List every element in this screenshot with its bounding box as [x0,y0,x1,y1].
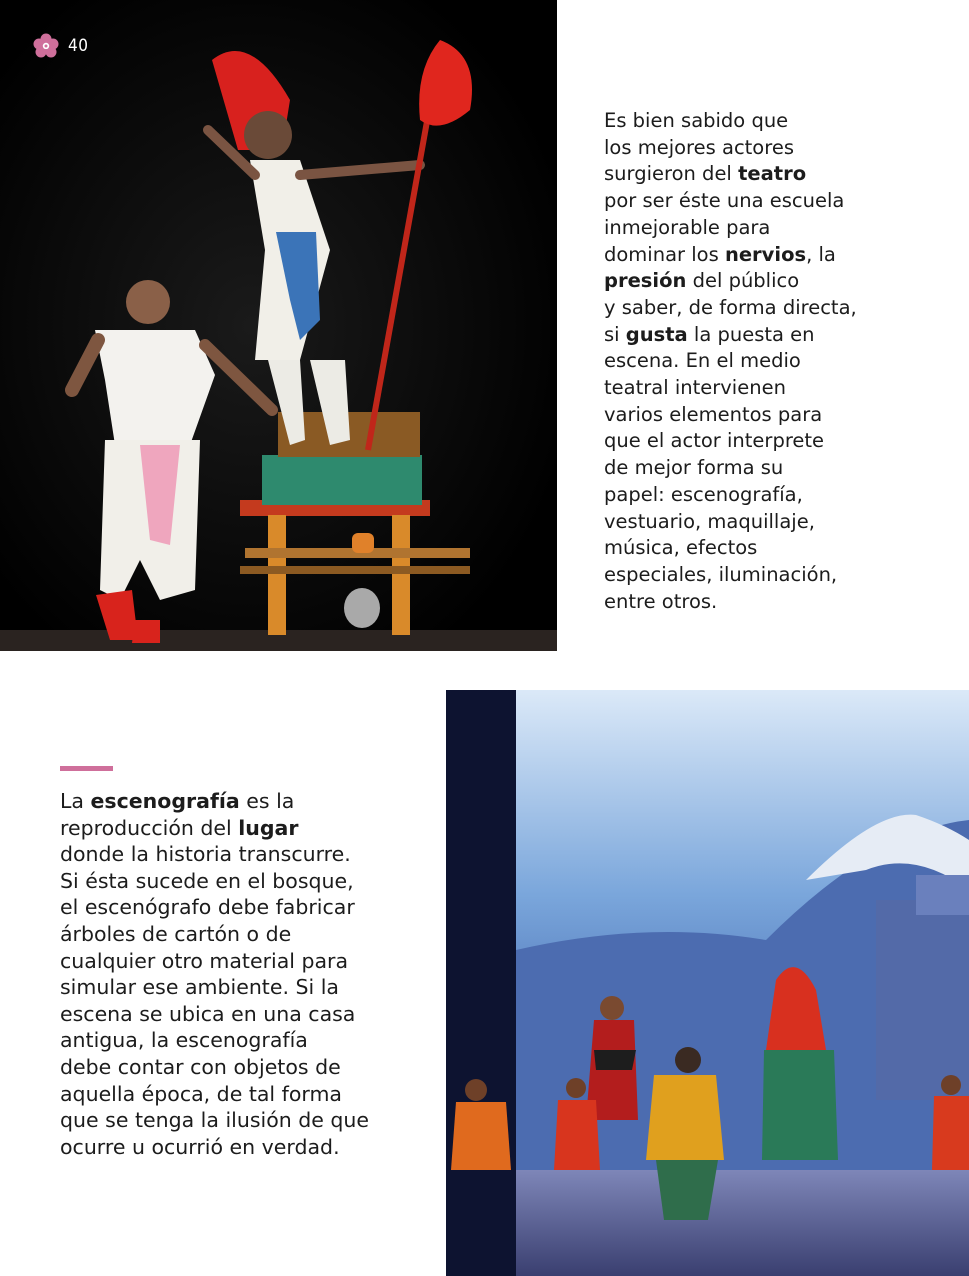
bold-term: teatro [738,162,807,186]
text-run: papel: escenografía, [604,482,803,506]
text-run: dominar los [604,242,725,266]
text-line [60,1027,420,1054]
text-run: ocurre u ocurrió en verdad. [60,1134,340,1159]
page-marker [32,32,88,60]
text-line [604,322,944,349]
text-run: entre otros. [604,589,718,613]
bold-term: lugar [238,815,299,840]
text-run: que se tenga la ilusión de que [60,1108,370,1133]
text-line [60,1134,420,1161]
text-line [604,562,944,589]
text-run: debe contar con objetos de [60,1054,341,1079]
theater-actors-photo [0,0,557,651]
text-line [60,1001,420,1028]
text-line [60,1081,420,1108]
text-run: surgieron del [604,162,739,186]
text-line [604,242,944,269]
text-line [604,268,944,295]
text-line [604,589,944,616]
text-run: , la [806,242,836,266]
text-run: varios elementos para [604,402,823,426]
text-run: de mejor forma su [604,456,784,480]
text-line [604,509,944,536]
text-run: del público [686,269,800,293]
text-run: es la [239,789,295,813]
text-run: escena se ubica en una casa [60,1001,356,1026]
text-run: cualquier otro material para [60,948,349,973]
text-line [604,108,944,135]
text-run: especiales, iluminación, [604,562,838,586]
text-run: la puesta en [687,322,815,346]
folk-dance-stage-photo [446,690,969,1276]
bold-term: escenografía [90,789,240,813]
text-run: los mejores actores [604,135,794,159]
text-line [604,402,944,429]
text-line [604,348,944,375]
text-line [60,841,420,868]
text-line [604,135,944,162]
text-run: vestuario, maquillaje, [604,509,815,533]
text-run: teatral intervienen [604,376,786,400]
text-line [60,868,420,895]
text-run: y saber, de forma directa, [604,295,857,319]
text-run: por ser éste una escuela [604,189,845,213]
text-run: música, efectos [604,536,758,560]
text-run: árboles de cartón o de [60,921,292,946]
text-line [604,295,944,322]
bold-term: gusta [625,322,688,346]
text-run: escena. En el medio [604,349,801,373]
text-line [604,215,944,242]
text-run: antigua, la escenografía [60,1028,308,1053]
scenography-paragraph [60,788,420,1160]
bold-term: presión [604,269,687,293]
text-line [604,161,944,188]
bold-term: nervios [724,242,807,266]
text-line [60,788,420,815]
text-line [60,894,420,921]
page-number: 40 [68,36,89,56]
text-run: Es bien sabido que [604,109,789,132]
text-line [604,188,944,215]
flower-icon [32,32,60,60]
text-line [60,815,420,842]
text-run: el escenógrafo debe fabricar [60,895,355,920]
text-line [604,535,944,562]
text-run: donde la historia transcurre. [60,842,351,867]
text-line [60,948,420,975]
text-line [604,455,944,482]
text-line [604,375,944,402]
text-run: inmejorable para [604,215,771,239]
text-run: Si ésta sucede en el bosque, [60,868,354,893]
text-line [604,428,944,455]
intro-paragraph [604,108,944,615]
text-run: simular ese ambiente. Si la [60,975,339,1000]
accent-divider [60,766,113,771]
text-run: reproducción del [60,815,239,840]
text-line [60,1054,420,1081]
text-run: que el actor interprete [604,429,825,453]
text-run: aquella época, de tal forma [60,1081,342,1106]
text-line [60,921,420,948]
text-run: si [604,322,626,346]
text-line [604,482,944,509]
text-run: La [60,789,91,813]
text-line [60,1107,420,1134]
text-line [60,974,420,1001]
